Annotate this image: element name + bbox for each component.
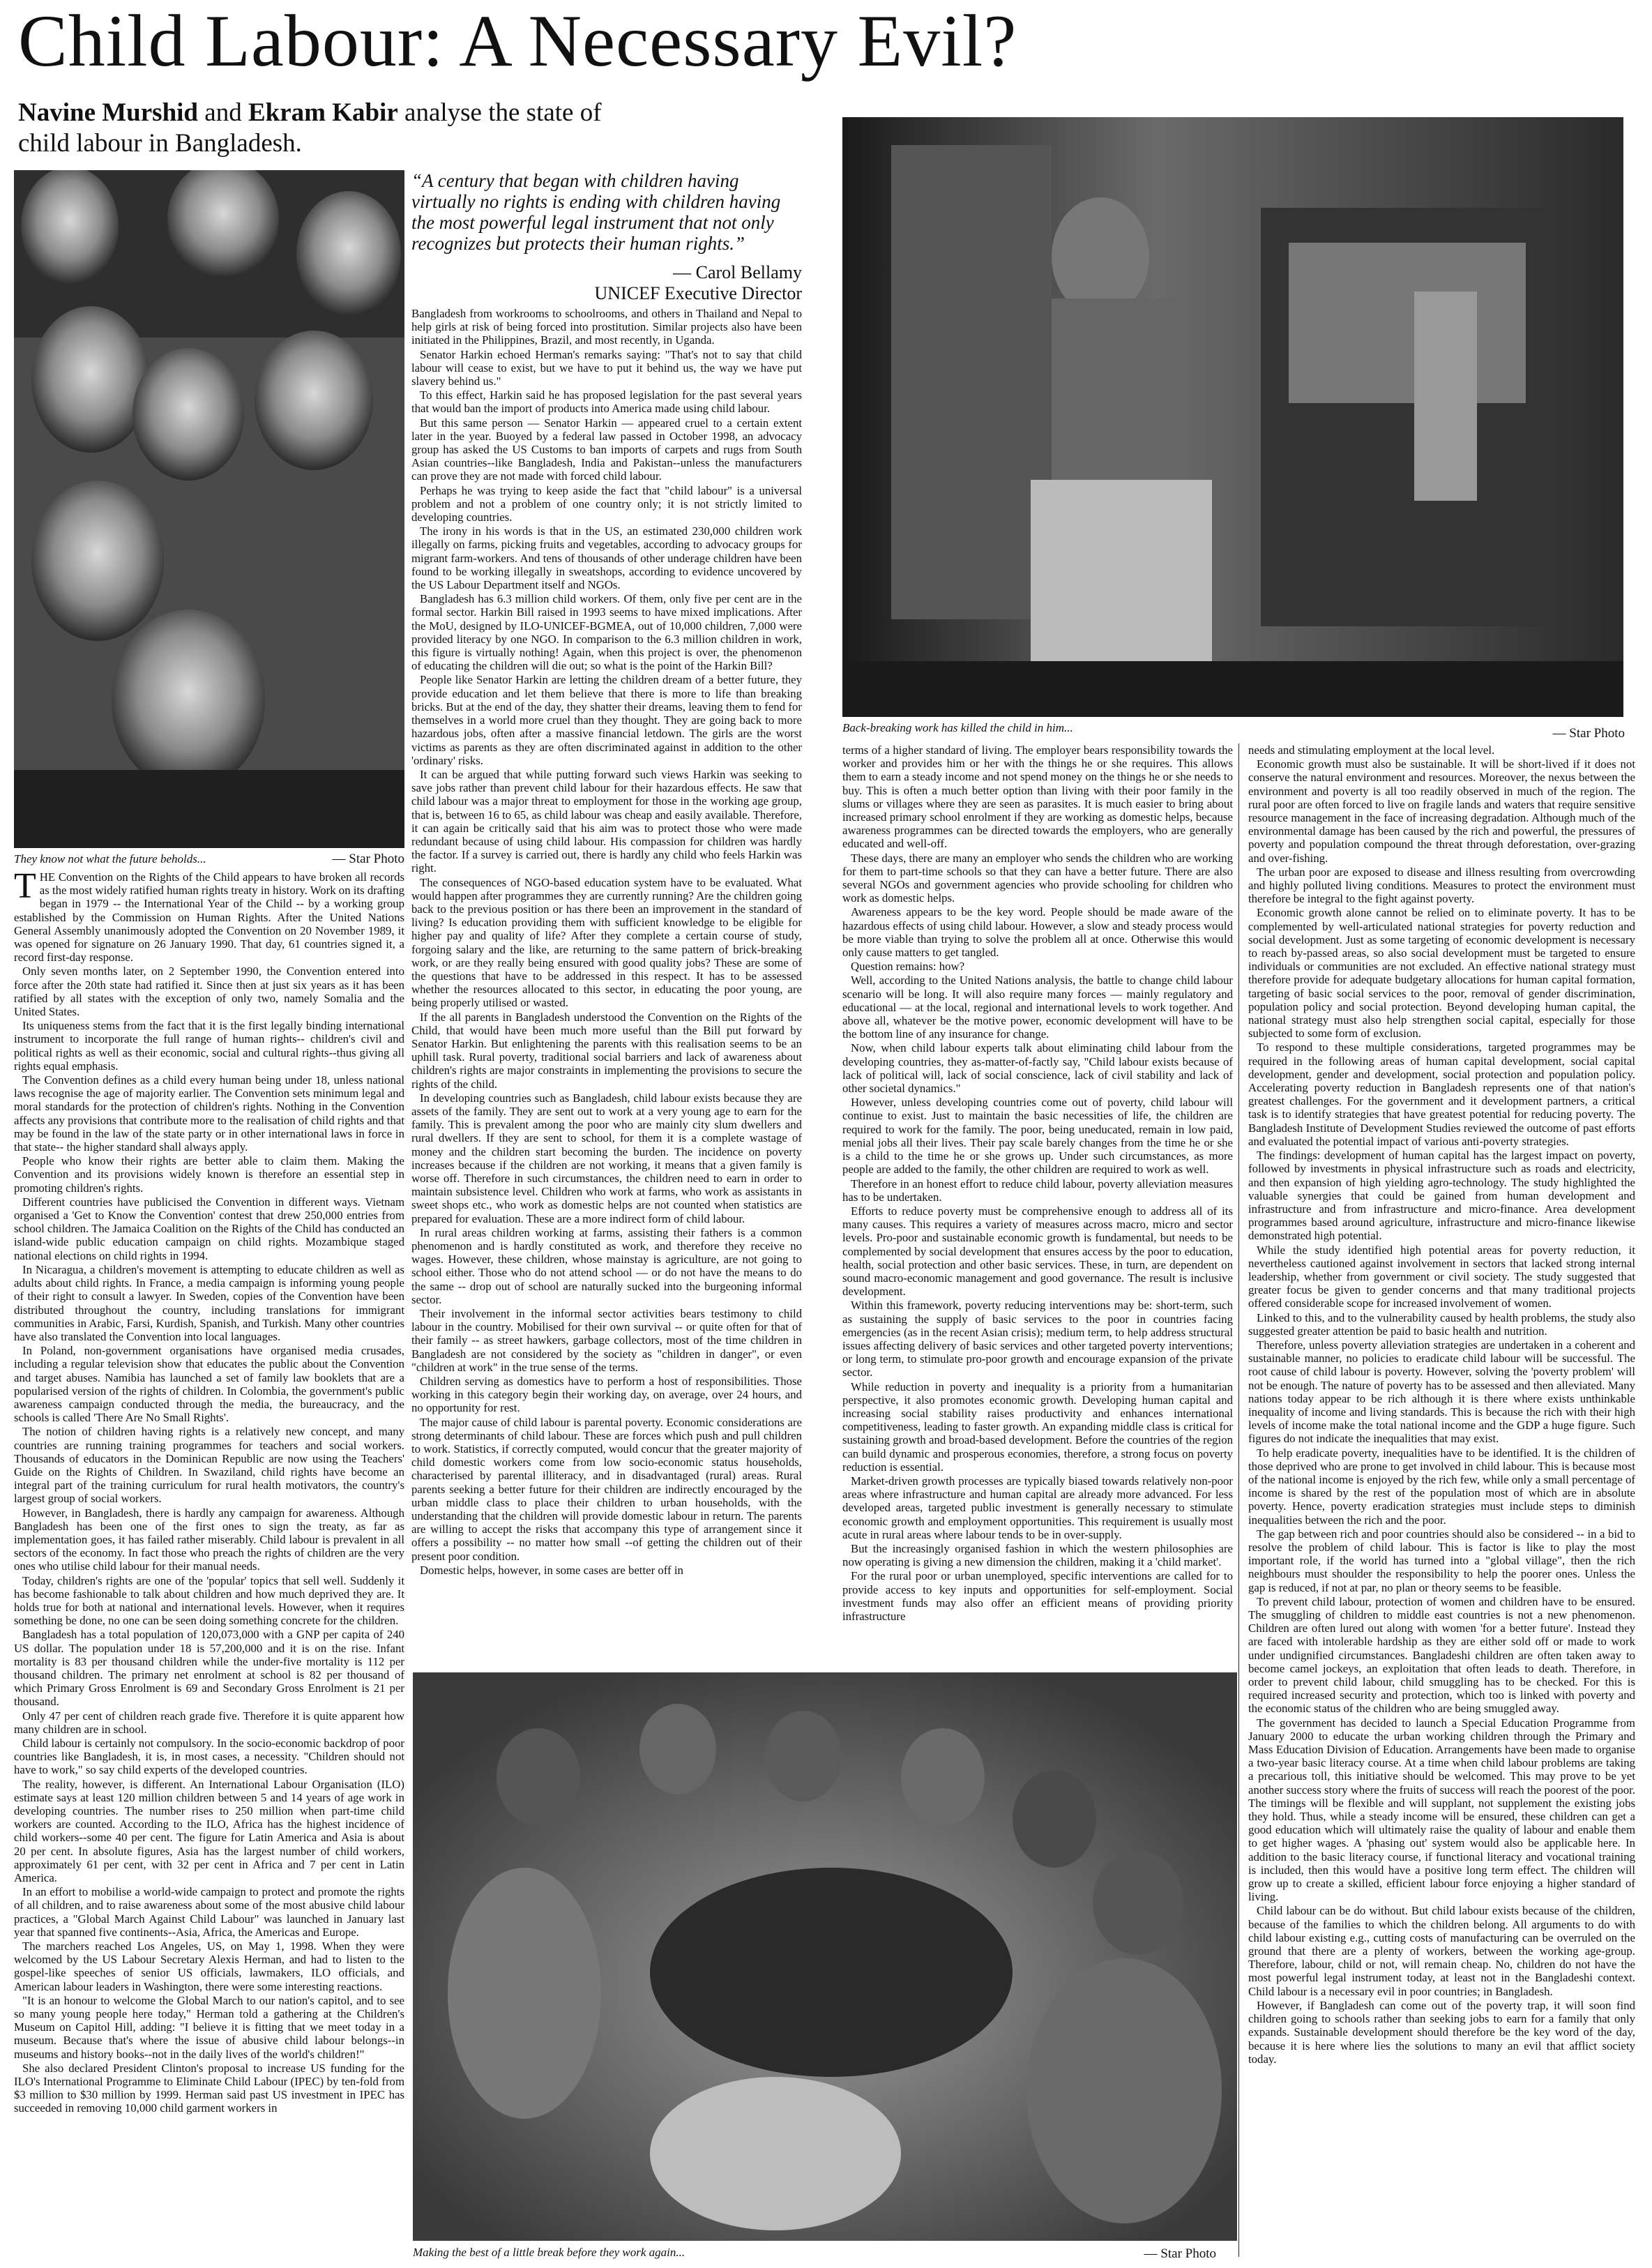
drop-cap: T: [14, 870, 36, 906]
article-paragraph: Today, children's rights are one of the 'popular' topics that sell well. Suddenly it has become fashionable to talk about children and how much deprived they are. It holds true for both at national and international levels. However, when it requires something be done, no one can be seen doing something concrete for the children.: [14, 1573, 404, 1628]
break-photo-image: [413, 1672, 1237, 2241]
photo-caption: Making the best of a little break before they work again...: [413, 2246, 685, 2259]
byline: [18, 98, 799, 159]
article-paragraph: Question remains: how?: [851, 960, 965, 974]
article-paragraph: Its uniqueness stems from the fact that it is the first legally binding international instrument to incorporate the full range of human rights-- children's civil and political rights as well as their economic, social and cultural rights--thus giving all rights equal emphasis.: [14, 1019, 404, 1073]
article-paragraph: Linked to this, and to the vulnerability caused by health problems, the study also suggested greater attention be paid to basic health and nutrition.: [1248, 1310, 1635, 1338]
article-paragraph: Different countries have publicised the Convention in different ways. Vietnam organised a 'Get to Know the Convention' contest that drew 250,000 entries from school children. The Jamaica Coalition on the Rights of the Child has conducted an island-wide public education campaign on child rights. Mozambique staged national elections on child rights in 1994.: [14, 1195, 404, 1262]
article-paragraph: Therefore, unless poverty alleviation strategies are undertaken in a coherent and sustainable manner, no policies to eradicate child labour will be successful. The root cause of child labour is poverty. However, solving the 'poverty problem' will not be enough. The nature of poverty has to be assessed and then alleviated. Many nations today appear to be rich although it is there where exists unthinkable inequality of income and living standards. This is because the rich with their high levels of income make the total national income and the GDP a huge figure. Such figures do not indicate the inequalities that may exist.: [1248, 1338, 1635, 1446]
article-paragraph: Perhaps he was trying to keep aside the fact that "child labour" is a universal problem and not a problem of one country only; it is not strictly limited to developing countries.: [411, 483, 802, 524]
article-paragraph: These days, there are many an employer who sends the children who are working for them to part-time schools so that they can have a better future. There are also several NGOs and government agencies who provide schooling for children who work as domestic helps.: [842, 851, 1233, 905]
pull-quote: “A century that began with children having virtually no rights is ending with children having the most powerful legal instrument that not only recognizes but protects their human rights.”: [411, 170, 781, 254]
photo-credit: — Star Photo: [332, 852, 404, 866]
article-paragraph: Senator Harkin echoed Herman's remarks saying: "That's not to say that child labour will cease to exist, but we have to put it behind us, the way we have put slavery behind us.": [411, 347, 802, 388]
article-paragraph: To help eradicate poverty, inequalities have to be identified. It is the children of those deprived who are prone to get involved in child labour. This is because most of the national income is enjoyed by the rich few, while only a small percentage of income is shared by the rest of the population most of which are in absolute poverty. Hence, poverty eradication strategies must include steps to diminish inequalities between the rich and the poor.: [1248, 1446, 1635, 1527]
worker-photo: [842, 117, 1623, 717]
article-paragraph: Only 47 per cent of children reach grade five. Therefore it is quite apparent how many children are in school.: [14, 1709, 404, 1736]
article-paragraph: To respond to these multiple considerations, targeted programmes may be required in the following areas of human capital development, social capital development, gender and development, social protection and population policy. Accelerating poverty reduction in Bangladesh represents one of that nation's greatest challenges. For the government and it development partners, a critical task is to identify strategies that have greatest potential for reducing poverty. The Bangladesh Institute of Development Studies reviewed the outcome of past efforts and evaluated the potential impact of various anti-poverty strategies.: [1248, 1041, 1635, 1148]
article-paragraph: She also declared President Clinton's proposal to increase US funding for the ILO's International Programme to Eliminate Child Labour (IPEC) by ten-fold from $3 million to $30 million by 1999. Herman said past US investment in IPEC has succeeded in removing 10,000 child garment workers in: [14, 2061, 404, 2115]
article-paragraph: Child labour can be do without. But child labour exists because of the children, because of the families to which the children belong. All arguments to do with child labour existing e.g., cutting costs of manufacturing can be overruled on the ground that there are a plenty of workers, between the working age-group. Therefore, labour, child or not, will remain cheap. No, children do not have the most powerful legal instrument today, at least not in the Bangladeshi context. Child labour is a necessary evil in poor countries; in Bangladesh.: [1248, 1904, 1635, 1998]
article-paragraph: While the study identified high potential areas for poverty reduction, it nevertheless cautioned against involvement in sectors that lacked strong internal leadership, whether from government or civil society. The study suggested that greater focus be given to gender concerns and that many traditional projects offered considerable scope for increased involvement of women.: [1248, 1243, 1635, 1310]
article-paragraph: "It is an honour to welcome the Global March to our nation's capitol, and to see so many young people here today," Herman told a gathering at the Children's Museum on Capitol Hill, adding: "I believe it is fitting that we meet today in a museum. Because that's where the issue of abusive child labour belongs--in museums and history books--not in the daily lives of the world's children!": [14, 1993, 404, 2061]
article-paragraph: The notion of children having rights is a relatively new concept, and many countries are running training programmes for teachers and social workers. Thousands of educators in the Dominican Republic are now using the Teachers' Guide on the Rights of Children. In Swaziland, child rights have become an integral part of the training curriculum for rural health motivators, the country's largest group of social workers.: [14, 1425, 404, 1506]
article-paragraph: The marchers reached Los Angeles, US, on May 1, 1998. When they were welcomed by the US Labour Secretary Alexis Herman, and had to listen to the gospel-like speeches of senior US officials, lawmakers, ILO officials, and American labour leaders in Washington, there were some interesting reactions.: [14, 1940, 404, 1993]
article-paragraph: Market-driven growth processes are typically biased towards relatively non-poor areas where infrastructure and human capital are already more advanced. For less developed areas, targeted public investment is generally necessary to stimulate economic growth and employment opportunities. This requirement is usually most acute in rural areas where labour tends to be in over-supply.: [842, 1474, 1233, 1541]
article-paragraph: Within this framework, poverty reducing interventions may be: short-term, such as sustaining the supply of basic services to the poor in countries facing emergencies (as in the recent Asian crisis); medium term, to help address structural issues affecting delivery of basic services and other targeted poverty interventions; or long term, to stimulate pro-poor growth and encourage expansion of the private sector.: [842, 1299, 1233, 1379]
article-paragraph: However, unless developing countries come out of poverty, child labour will continue to exist. Just to maintain the basic necessities of life, the children are required to work for the family. The poor, being uneducated, remain in low paid, menial jobs all their lives. Their pay scale barely changes from the time he or she is a child to the time he or she grows up. Under such circumstances, as more people are added to the family, the other children are required to work as well.: [842, 1096, 1233, 1177]
byline-text: analyse the state of: [404, 98, 602, 127]
article-paragraph: It can be argued that while putting forward such views Harkin was seeking to save jobs rather than prevent child labour for their hazardous effects. He saw that child labour was a major threat to employment for those in the working age group, that is, between 16 to 65, as child labour was cheap and easily available. Therefore, it can again be critically said that his aim was to protect those who were made redundant because of using child labour. His compassion for children was hardly the factor. If a survey is carried out, there is hardly any child who feels Harkin was right.: [411, 767, 802, 875]
photo-credit: — Star Photo: [1552, 726, 1625, 741]
article-paragraph: Child labour is certainly not compulsory. In the socio-economic backdrop of poor countries like Bangladesh, it is, in most cases, a necessity. "Children should not have to work," so say child experts of the developed countries.: [14, 1737, 404, 1777]
article-paragraph: In rural areas children working at farms, assisting their fathers is a common phenomenon and is hardly constituted as work, and therefore they receive no wages. However, these children, whose mainstay is agriculture, are not going to school either. Those who do not attend school — or do not have the means to do the same -- drop out of school are naturally sucked into the burgeoning informal sector.: [411, 1225, 802, 1306]
article-paragraph: Economic growth alone cannot be relied on to eliminate poverty. It has to be complemented by well-articulated national strategies for poverty reduction and social development. Just as some targeting of economic development is necessary to reach by-passed areas, so also social development must be targeted to ensure individuals or communities are not excluded. An effective national strategy must therefore provide for adequate budgetary allocations for human capital formation, targeting of basic social services to the poor, removal of gender discrimination, population policy and social protection. Beyond developing human capital, the national strategy must also help strengthen social capital, especially for those subjected to some form of exclusion.: [1248, 906, 1635, 1041]
article-paragraph: The government has decided to launch a Special Education Programme from January 2000 to educate the urban working children through the Primary and Mass Education Division of Education. Arrangements have been made to organise a two-year basic literacy course. At a time when child labour problems are taking a precarious toll, this initiative should be welcomed. This may prove to be yet another success story where the fruits of success will reach the poorest of the poor. The timings will be flexible and will supplant, not supplement the existing jobs they hold. Thus, while a steady income will be ensured, these children can get a good education which will ultimately raise the quality of labour and enable them to get higher wages. A 'phasing out' system would also be applicable here. In addition to the basic literacy course, if functional literacy and vocational training is included, then this would have a positive long term effect. The children will grow up to create a skilled, efficient labour force enjoying a higher standard of living.: [1248, 1716, 1635, 1904]
article-paragraph: Their involvement in the informal sector activities bears testimony to child labour in the country. Mobilised for their own survival -- or quite often for that of their family -- as street hawkers, garbage collectors, most of the time children in Bangladesh are not considered by the society as "children in danger", or even "children at work" in the true sense of the terms.: [411, 1307, 802, 1374]
article-paragraph: Domestic helps, however, in some cases are better off in: [420, 1563, 683, 1577]
worker-photo-image: [842, 117, 1623, 717]
article-paragraph: But the increasingly organised fashion in which the western philosophies are now operating is giving a new dimension the children, making it a 'child market'.: [842, 1541, 1233, 1569]
article-column-4: [1248, 743, 1635, 2261]
quote-author-name: — Carol Bellamy: [673, 262, 802, 282]
photo-credit: — Star Photo: [1144, 2246, 1216, 2261]
article-paragraph: The findings: development of human capital has the largest impact on poverty, followed by investments in physical infrastructure such as roads and electricity, and then expansion of high yielding agro-technology. The study highlighted the valuable synergies that could be gained from human development and infrastructure and from infrastructure and micro-finance. Area development programmes based around agriculture, infrastructure and micro-finance likewise demonstrated high potential.: [1248, 1149, 1635, 1243]
byline-and: and: [204, 98, 242, 127]
article-paragraph: While reduction in poverty and inequality is a priority from a humanitarian perspective, it also promotes economic growth. Developing human capital and increasing social stability raises productivity and enhances international competitiveness, leading to faster growth. An expanding middle class is critical for sustaining growth and broad-based development. Before the countries of the region can build dynamic and prosperous economies, therefore, a strong focus on poverty reduction is essential.: [842, 1379, 1233, 1474]
article-paragraph: In an effort to mobilise a world-wide campaign to protect and promote the rights of all children, and to raise awareness about some of the most abusive child labour practices, a "Global March Against Child Labour" was launched in January last year that spanned five continents--Asia, Africa, the Americas and Europe.: [14, 1885, 404, 1939]
article-paragraph: Only seven months later, on 2 September 1990, the Convention entered into force after the 20th state had ratified it. Since then at just six years as it has been ratified by all states with the exception of only two, namely Somalia and the United States.: [14, 965, 404, 1019]
article-paragraph: Bangladesh has a total population of 120,073,000 with a GNP per capita of 240 US dollar. The population under 18 is 57,200,000 and it is on the rise. Infant mortality is 83 per thousand children while the under-five mortality is 112 per thousand children. The primary net enrolment at school is 82 per thousand of which Primary Gross Enrolment is 69 and Secondary Gross Enrolment is 21 per thousand.: [14, 1628, 404, 1709]
article-paragraph: However, in Bangladesh, there is hardly any campaign for awareness. Although Bangladesh has been one of the first ones to sign the treaty, as far as implementation goes, it has failed rather miserably. Child labour is prevalent in all sectors of the economy. In fact those who preach the rights of children are the very ones who utilise child labour for their manual needs.: [14, 1506, 404, 1573]
children-photo-image: [14, 170, 404, 848]
article-paragraph: In developing countries such as Bangladesh, child labour exists because they are assets of the family. They are sent out to work at a very young age to earn for the family. This is prevalent among the poor who are mainly city slum dwellers and rural dwellers. If they are sent to school, for them it is a complete wastage of money and the children start becoming the burden. The incidence on poverty increases because if the children are not working, it means that a given family is worse off. Therefore in such circumstances, the children need to earn in order to maintain subsistence level. Children who work at farms, who work as assistants in sweet shops etc., who work as domestic helps are not counted when statistics are prepared for evaluation. These are a more indirect form of child labour.: [411, 1091, 802, 1225]
article-paragraph: needs and stimulating employment at the local level.: [1248, 743, 1495, 757]
byline-text: child labour in Bangladesh.: [18, 129, 302, 158]
children-photo: [14, 170, 404, 848]
quote-author-title: UNICEF Executive Director: [594, 283, 802, 303]
article-paragraph: Efforts to reduce poverty must be comprehensive enough to address all of its many causes. This requires a variety of measures across macro, micro and sector levels. Pro-poor and sustainable economic growth is fundamental, but needs to be complemented by social development that ensures access by the poor to education, health, social protection and other basic services. These, in turn, are dependent on sound macro-economic management and good governance. The result is inclusive development.: [842, 1204, 1233, 1299]
article-paragraph: Awareness appears to be the key word. People should be made aware of the hazardous effects of using child labour. However, a slow and steady process would be more viable than trying to solve the problem all at once. Otherwise this would only cause matters to get tangled.: [842, 905, 1233, 960]
article-paragraph: For the rural poor or urban unemployed, specific interventions are called for to provide access to key inputs and opportunities for self-employment. Social investment funds may also offer an efficient means of providing priority infrastructure: [842, 1569, 1233, 1623]
article-paragraph: To this effect, Harkin said he has proposed legislation for the past several years that would ban the import of products into America made using child labour.: [411, 388, 802, 416]
article-column-2: [411, 307, 802, 1667]
break-photo: [413, 1672, 1237, 2241]
article-paragraph: The urban poor are exposed to disease and illness resulting from overcrowding and highly polluted living conditions. Measures to protect the environment must therefore be integral to the fight against poverty.: [1248, 865, 1635, 906]
article-paragraph: The irony in his words is that in the US, an estimated 230,000 children work illegally on farms, picking fruits and vegetables, according to advocacy groups for migrant farm-workers. And tens of thousands of other underage children have been found to be working illegally in sweatshops, according to evidence uncovered by the US Labour Department itself and NGOs.: [411, 524, 802, 592]
article-paragraph: But this same person — Senator Harkin — appeared cruel to a certain extent later in the year. Buoyed by a federal law passed in October 1998, an advocacy group has asked the US Customs to ban imports of carpets and rugs from South Asian countries--like Bangladesh, India and Pakistan--unless the manufacturers can prove they are not made with forced child labour.: [411, 416, 802, 483]
article-paragraph: If the all parents in Bangladesh understood the Convention on the Rights of the Child, that would have been much more useful than the Bill put forward by Senator Harkin. But enlightening the parents with this realisation seems to be an uphill task. Rural poverty, traditional social barriers and lack of awareness about children's rights are major constraints in implementing the provisions to secure the rights of the child.: [411, 1010, 802, 1091]
pull-quote-author: [411, 262, 802, 304]
article-paragraph: The reality, however, is different. An International Labour Organisation (ILO) estimate says at least 120 million children between 5 and 14 years of age work in developing countries. The number rises to 250 million when part-time child workers are counted. According to the ILO, Africa has the highest incidence of child workers--some 40 per cent. The figure for Latin America and Asia is about 20 per cent. In absolute figures, Asia has the largest number of child workers, approximately 61 per cent, with 32 per cent in Africa and 7 per cent in Latin America.: [14, 1777, 404, 1885]
article-paragraph: However, if Bangladesh can come out of the poverty trap, it will soon find children going to schools rather than seeking jobs to earn for a family that only expands. Sustainable development should therefore be the key word of the day, because it is here where lies the solutions to many an evil that afflict society today.: [1248, 1998, 1635, 2066]
author-name: Ekram Kabir: [248, 98, 398, 127]
headline: Child Labour: A Necessary Evil?: [18, 0, 1017, 82]
author-name: Navine Murshid: [18, 98, 199, 127]
article-paragraph: Children serving as domestics have to perform a host of responsibilities. Those working in this category begin their working day, on average, over 24 hours, and no opportunity for rest.: [411, 1375, 802, 1415]
article-paragraph: The consequences of NGO-based education system have to be evaluated. What would happen after programmes they are currently running? Are the children going back to the previous position or has there been an improvement in the standard of living? Is education providing them with sufficient knowledge to be eligible for higher pay and quality of life? After they complete a certain course of study, forgoing salary and the like, are returning to the same pattern of brick-breaking work, or are they really being ensured with good quality jobs? These are some of the questions that have to be addressed in this respect. It has to be assessed whether the resources allocated to this sector, in educating the poor young, are being properly utilised or wasted.: [411, 875, 802, 1010]
article-paragraph: Bangladesh has 6.3 million child workers. Of them, only five per cent are in the formal sector. Harkin Bill raised in 1993 seems to have mixed implications. After the MoU, designed by ILO-UNICEF-BGMEA, out of 10,000 children, 7,000 were provided literacy by one NGO. In comparison to the 6.3 million children in work, this figure is virtually nothing! Again, when this project is over, the phenomenon of educating the children will die out; so what is the point of the Harkin Bill?: [411, 592, 802, 673]
article-paragraph: People who know their rights are better able to claim them. Making the Convention and its provisions widely known is therefore an essential step in promoting children's rights.: [14, 1154, 404, 1195]
article-paragraph: terms of a higher standard of living. The employer bears responsibility towards the worker and provides him or her with the things he or she requires. This allows them to earn a steady income and not spend money on the things he or she needs to buy. This is often a much better option than living with their poor family in the slums or villages where they are seen as parasites. It is much easier to bring about increased primary school enrolment if they are working as domestic helps, because awareness programmes can be directed towards the employers, who are generally educated and well-off.: [842, 743, 1233, 851]
article-paragraph: In Poland, non-government organisations have organised media crusades, including a regular television show that educates the public about the Convention and target abuses. Namibia has launched a set of family law booklets that are a popularised version of the rights of children. In Colombia, the government's public awareness campaign conducted through the media, the bureaucracy, and the schools is called 'There Are No Small Rights'.: [14, 1344, 404, 1425]
photo-caption: Back-breaking work has killed the child in him...: [842, 721, 1073, 734]
photo-caption: They know not what the future beholds...: [14, 852, 206, 865]
article-column-1: [14, 870, 404, 2258]
article-paragraph: THE Convention on the Rights of the Child appears to have broken all records as the most widely ratified human rights treaty in history. Work on its drafting began in 1979 -- the International Year of the Child -- by a working group established by the Commission on Human Rights. After the United Nations General Assembly unanimously adopted the Convention on 20 November 1989, it was opened for signature on 26 January 1990. That day, 61 countries signed it, a record first-day response.: [14, 870, 404, 965]
article-paragraph: Therefore in an honest effort to reduce child labour, poverty alleviation measures has to be undertaken.: [842, 1177, 1233, 1204]
article-paragraph: Economic growth must also be sustainable. It will be short-lived if it does not conserve the natural environment and resources. Moreover, the nexus between the environment and poverty is all too readily observed in much of the region. The rural poor are often forced to live on fragile lands and waters that require sensitive resource management in the face of increasing degradation. Although much of the environmental damage has been caused by the rich and powerful, the pressures of poverty and population compound the threat through deforestation, over-grazing and over-fishing.: [1248, 757, 1635, 865]
article-paragraph: Bangladesh from workrooms to schoolrooms, and others in Thailand and Nepal to help girls at risk of being forced into prostitution. Similar projects also have been initiated in the Philippines, Brazil, and most recently, in Uganda.: [411, 307, 802, 347]
article-paragraph: Now, when child labour experts talk about eliminating child labour from the developing countries, they as-matter-of-factly say, "Child labour exists because of lack of political will, lack of social conscience, lack of civil stability and lack of other societal dynamics.": [842, 1041, 1233, 1096]
article-paragraph: To prevent child labour, protection of women and children have to be ensured. The smuggling of children to middle east countries is not a new phenomenon. Children are often lured out along with women 'for a better future'. Instead they are faced with intolerable hardship as they are either sold off or made to work under undignified circumstances. Bangladeshi children are often taken away to become camel jockeys, an exploitation that often leads to death. Therefore, in order to prevent child labour, child smuggling has to be checked. For this is required increased security and protection, which too is linked with poverty and the economic status of the children who are being smuggled away.: [1248, 1594, 1635, 1716]
article-paragraph: In Nicaragua, a children's movement is attempting to educate children as well as adults about child rights. In France, a media campaign is informing young people of their right to consult a lawyer. In Sweden, copies of the Convention have been distributed throughout the country, including translations for immigrant communities in Arabic, Farsi, Kurdish, Spanish, and Turkish. Many other countries have also translated the Convention into local languages.: [14, 1262, 404, 1343]
article-paragraph: The Convention defines as a child every human being under 18, unless national laws recognise the age of majority earlier. The Convention sets minimum legal and moral standards for the protection of children's rights. Nothing in the Convention affects any provisions that contribute more to the realisation of child rights and that may be found in the law of the state party or in other international laws in force in that state-- the higher standard shall always apply.: [14, 1073, 404, 1154]
column-rule: [1238, 743, 1239, 2257]
article-paragraph: People like Senator Harkin are letting the children dream of a better future, they provide education and let them believe that there is more to life than breaking bricks. But at the end of the day, they shatter their dreams, leaving them to fend for themselves in a world more cruel than they thought. They are going back to more hazardous jobs, often after a massive financial letdown. The girls are the worst victims as parents as they are often discriminated against in addition to the other 'ordinary' risks.: [411, 673, 802, 767]
article-paragraph: The major cause of child labour is parental poverty. Economic considerations are strong determinants of child labour. These are forces which push and pull children to work. Statistics, if correctly computed, would concur that the greater majority of child domestic workers come from low socio-economic status households, characterised by parental illiteracy, and in disadvantaged (rural) areas. Rural parents seeking a better future for their children are indirectly encouraged by the urban middle class to place their children to urban households, with the understanding that the children will provide domestic labour in return. The parents are willing to accept the risks that accompany this type of arrangement since it offers a possibility -- no matter how small --of getting the children out of their present poor condition.: [411, 1415, 802, 1563]
article-paragraph: The gap between rich and poor countries should also be considered -- in a bid to resolve the problem of child labour. This is factor is like to play the most important role, if the world has turned into a "global village", then the rich neighbours must shoulder the responsibility to help the poorer ones. Unless the gap is reduced, if not at par, no plan or theory seems to be feasible.: [1248, 1527, 1635, 1594]
article-column-3: [842, 743, 1233, 1668]
article-paragraph: Well, according to the United Nations analysis, the battle to change child labour scenario will be long. It will also require many forces — mainly regulatory and educational — at the local, regional and international levels to work together. And above all, whatever be the motive power, economic development will have to be the bottom line of any insurance for change.: [842, 974, 1233, 1041]
